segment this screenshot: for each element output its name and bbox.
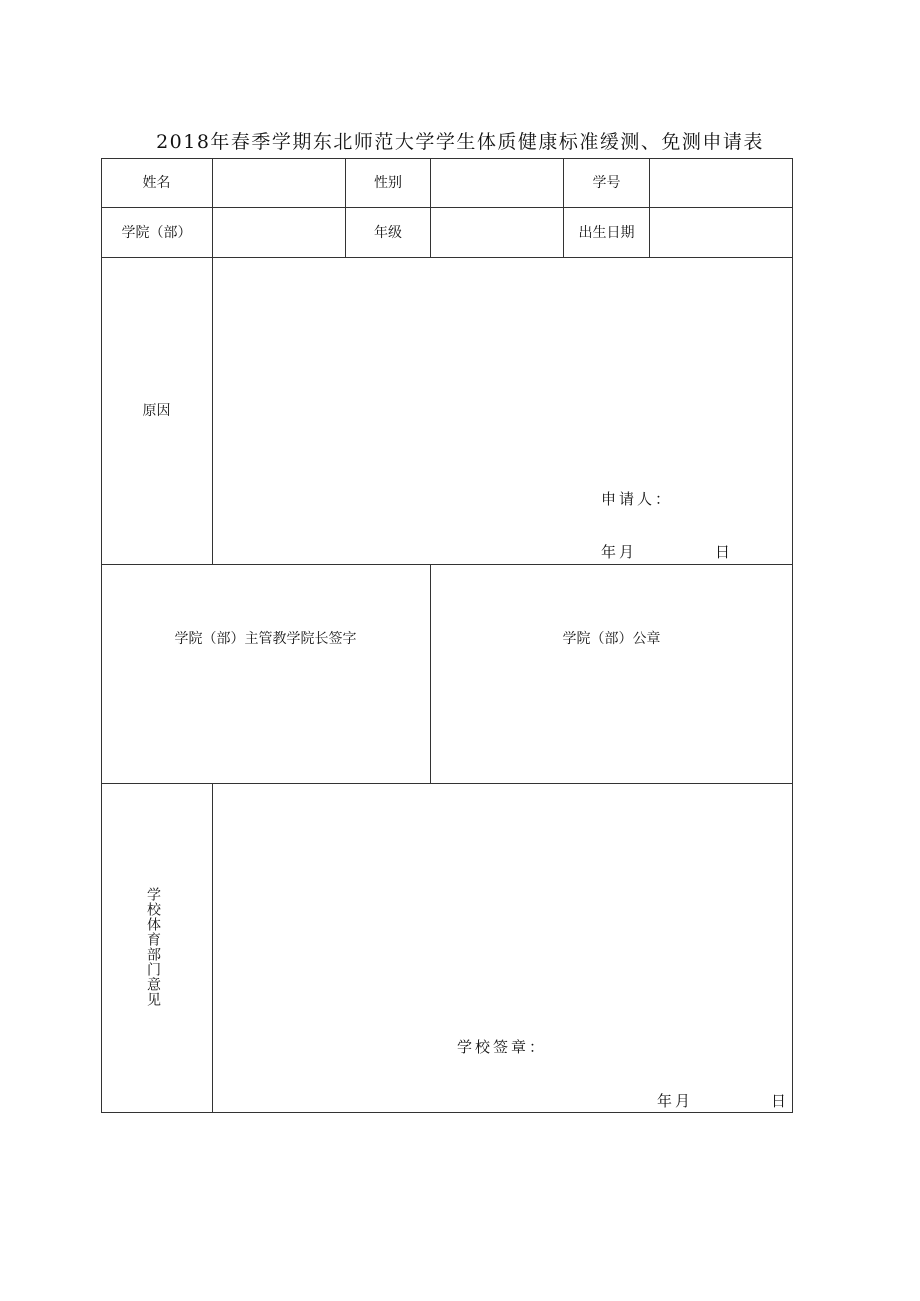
reason-date-year-month: 年月 [601, 543, 638, 561]
page-title: 2018年春季学期东北师范大学学生体质健康标准缓测、免测申请表 [156, 131, 764, 153]
sports-date-year-month: 年月 [657, 1092, 694, 1110]
birthdate-field[interactable] [650, 208, 792, 257]
reason-date-day: 日 [715, 543, 734, 561]
college-seal-label: 学院（部）公章 [562, 631, 661, 647]
row-divider [101, 564, 793, 565]
birthdate-label: 出生日期 [578, 225, 635, 241]
college-label: 学院（部） [121, 225, 192, 241]
sports-dept-opinion-field[interactable] [213, 784, 792, 1112]
table-border-bottom [101, 1112, 793, 1113]
name-field[interactable] [213, 159, 345, 207]
student-id-field[interactable] [650, 159, 792, 207]
dean-signature-label: 学院（部）主管教学院长签字 [174, 631, 357, 647]
column-divider [430, 564, 431, 784]
gender-label: 性别 [374, 175, 402, 191]
sports-date-day: 日 [771, 1092, 790, 1110]
reason-label: 原因 [142, 403, 171, 419]
college-field[interactable] [213, 208, 345, 257]
application-form-table [101, 158, 793, 1113]
school-seal-label: 学校签章： [457, 1038, 548, 1056]
grade-label: 年级 [374, 225, 402, 241]
student-id-label: 学号 [592, 175, 621, 191]
sports-dept-opinion-label: 学校体育部门意见 [145, 887, 161, 1007]
applicant-label: 申请人： [601, 490, 674, 508]
table-border-right [792, 158, 793, 1113]
grade-field[interactable] [431, 208, 563, 257]
reason-field[interactable] [213, 258, 792, 564]
name-label: 姓名 [142, 175, 171, 191]
gender-field[interactable] [431, 159, 563, 207]
